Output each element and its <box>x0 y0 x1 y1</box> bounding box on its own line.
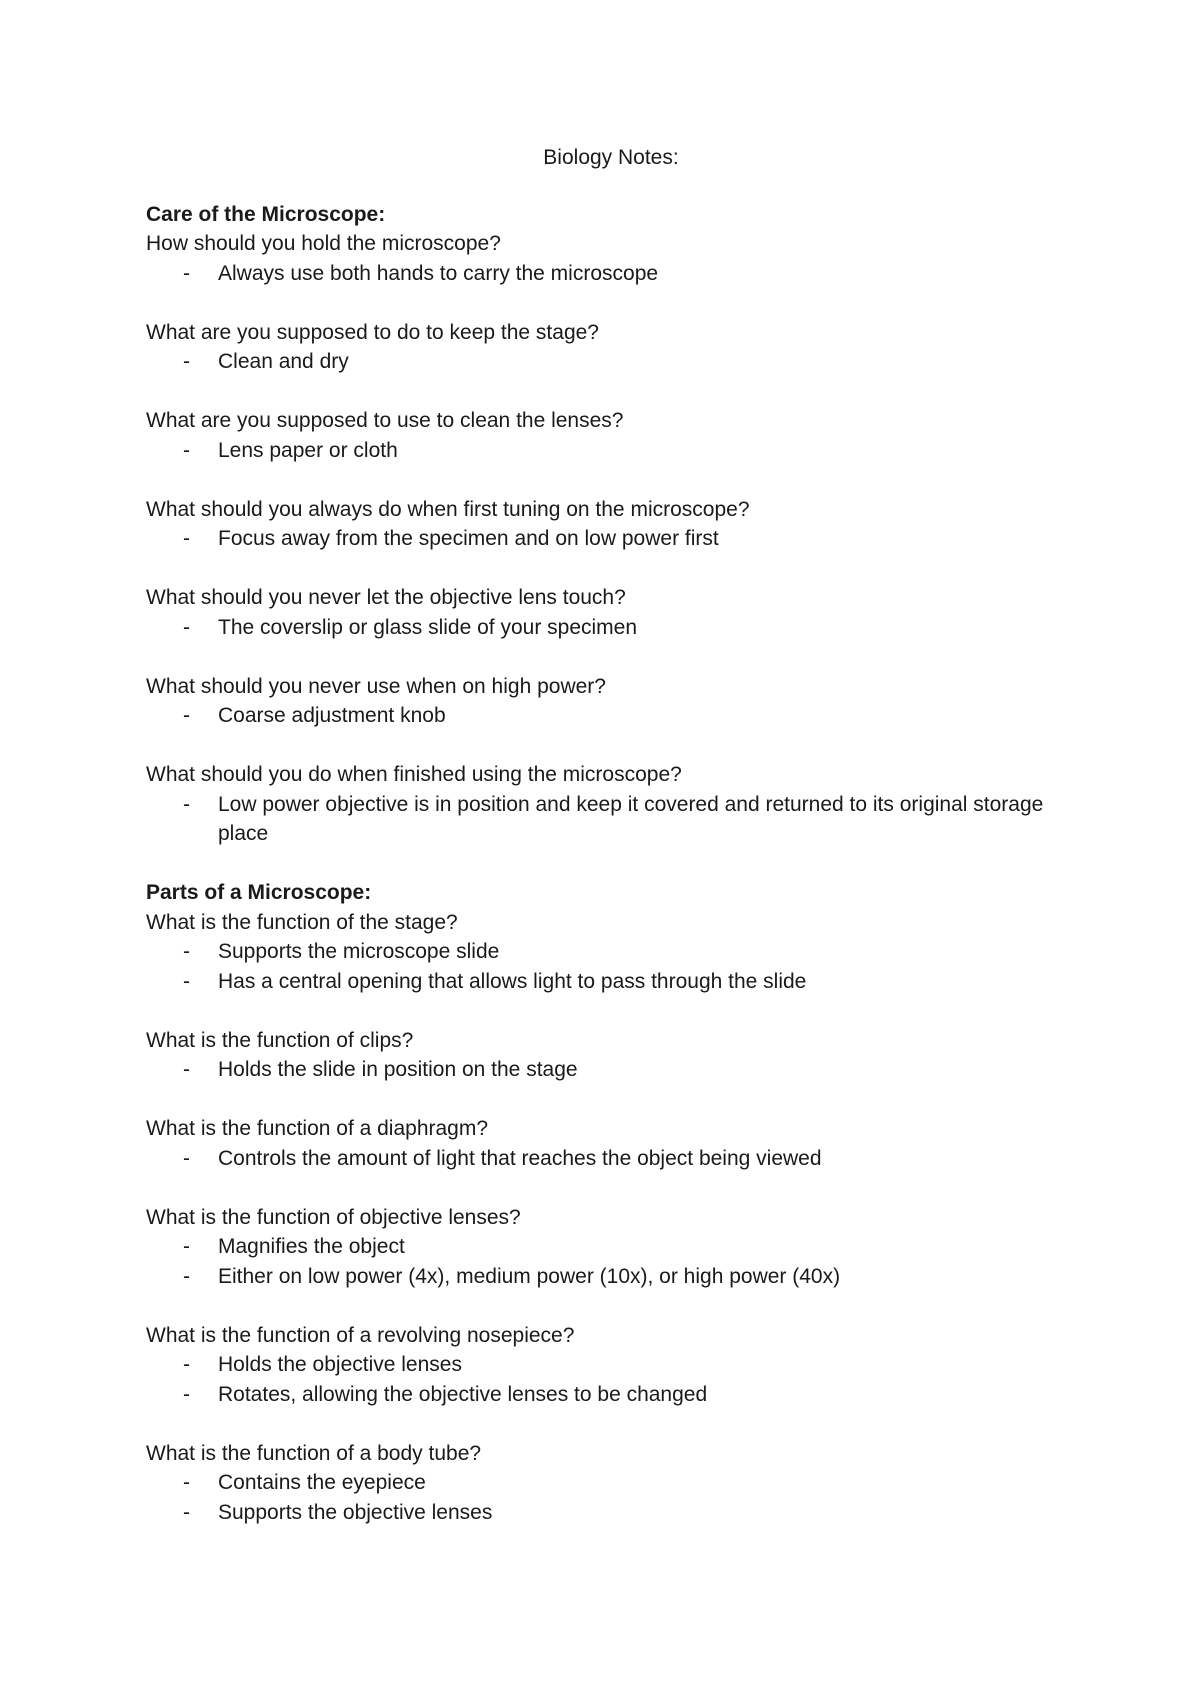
answer-text: Controls the amount of light that reaches the object being viewed <box>218 1146 822 1170</box>
qa-item <box>146 583 1076 642</box>
answer-text: Clean and dry <box>218 350 349 373</box>
answer-list <box>146 790 1076 849</box>
answer-text: Supports the microscope slide <box>218 940 500 963</box>
question: What should you never use when on high power? <box>146 674 606 698</box>
answer-list <box>146 1055 1076 1085</box>
question: What is the function of the stage? <box>146 910 458 934</box>
question: What is the function of clips? <box>146 1028 414 1052</box>
question: What should you always do when first tuning on the microscope? <box>146 497 750 521</box>
answer-text: Either on low power (4x), medium power (10x), or high power (40x) <box>218 1264 841 1288</box>
dash-bullet-icon: - <box>183 940 190 963</box>
answer-text: Coarse adjustment knob <box>218 704 446 727</box>
dash-bullet-icon: - <box>183 969 190 993</box>
qa-item <box>146 672 1076 731</box>
answer-item <box>146 1380 1076 1410</box>
answer-text: Magnifies the object <box>218 1235 405 1258</box>
qa-item <box>146 1203 1076 1292</box>
answer-text: The coverslip or glass slide of your specimen <box>218 615 638 639</box>
qa-item <box>146 318 1076 377</box>
answer-item <box>146 436 1076 466</box>
dash-bullet-icon: - <box>183 1471 190 1494</box>
answer-item <box>146 937 1076 967</box>
qa-item <box>146 1114 1076 1173</box>
qa-item <box>146 1321 1076 1410</box>
answer-list <box>146 701 1076 731</box>
answer-text: Supports the objective lenses <box>218 1500 493 1524</box>
question: How should you hold the microscope? <box>146 232 501 255</box>
answer-text: Contains the eyepiece <box>218 1471 426 1494</box>
answer-item <box>146 259 1076 289</box>
answer-list <box>146 259 1076 289</box>
dash-bullet-icon: - <box>183 1353 190 1376</box>
answer-item <box>146 613 1076 643</box>
question: What is the function of a revolving nosepiece? <box>146 1323 575 1347</box>
answer-item <box>146 1232 1076 1262</box>
answer-item <box>146 967 1076 997</box>
dash-bullet-icon: - <box>183 704 190 727</box>
section-1 <box>146 200 1076 849</box>
question: What are you supposed to use to clean the lenses? <box>146 409 624 432</box>
dash-bullet-icon: - <box>183 527 190 550</box>
question: What is the function of a diaphragm? <box>146 1117 489 1140</box>
answer-item <box>146 1262 1076 1292</box>
dash-bullet-icon: - <box>183 1058 190 1081</box>
answer-text: Focus away from the specimen and on low power first <box>218 527 719 550</box>
qa-item <box>146 229 1076 288</box>
answer-item <box>146 1350 1076 1380</box>
answer-list <box>146 1144 1076 1174</box>
dash-bullet-icon: - <box>183 1264 190 1288</box>
answer-item <box>146 347 1076 377</box>
qa-item <box>146 1439 1076 1528</box>
qa-item <box>146 495 1076 554</box>
question: What is the function of a body tube? <box>146 1441 482 1465</box>
question: What is the function of objective lenses? <box>146 1205 521 1229</box>
document-page <box>146 143 1076 1557</box>
answer-item <box>146 1468 1076 1498</box>
question: What should you do when finished using the microscope? <box>146 763 682 786</box>
dash-bullet-icon: - <box>183 1146 190 1170</box>
answer-list <box>146 1350 1076 1409</box>
answer-item <box>146 1055 1076 1085</box>
question: What are you supposed to do to keep the stage? <box>146 320 599 344</box>
document-title: Biology Notes: <box>543 146 679 169</box>
answer-text: Holds the objective lenses <box>218 1353 462 1376</box>
section-2 <box>146 878 1076 1527</box>
dash-bullet-icon: - <box>183 1382 190 1406</box>
dash-bullet-icon: - <box>183 438 190 462</box>
section-heading: Parts of a Microscope: <box>146 881 372 904</box>
answer-item <box>146 1144 1076 1174</box>
answer-text: Has a central opening that allows light to pass through the slide <box>218 969 807 993</box>
qa-item <box>146 760 1076 849</box>
answer-item <box>146 1498 1076 1528</box>
document-body <box>146 200 1076 1528</box>
answer-list <box>146 1468 1076 1527</box>
dash-bullet-icon: - <box>183 1500 190 1524</box>
question: What should you never let the objective lens touch? <box>146 586 626 609</box>
qa-item <box>146 1026 1076 1085</box>
answer-list <box>146 937 1076 996</box>
answer-text: Always use both hands to carry the microscope <box>218 261 659 285</box>
answer-text: Rotates, allowing the objective lenses to be changed <box>218 1382 708 1406</box>
dash-bullet-icon: - <box>183 1235 190 1258</box>
answer-item <box>146 524 1076 554</box>
qa-item <box>146 406 1076 465</box>
answer-text: Lens paper or cloth <box>218 438 398 462</box>
qa-item <box>146 908 1076 997</box>
answer-list <box>146 1232 1076 1291</box>
answer-item <box>146 701 1076 731</box>
dash-bullet-icon: - <box>183 350 190 373</box>
answer-text: Low power objective is in position and keep it covered and returned to its original storage place <box>218 792 1044 845</box>
answer-list <box>146 524 1076 554</box>
answer-list <box>146 436 1076 466</box>
dash-bullet-icon: - <box>183 261 190 285</box>
dash-bullet-icon: - <box>183 792 190 816</box>
section-heading: Care of the Microscope: <box>146 202 386 226</box>
answer-list <box>146 613 1076 643</box>
answer-list <box>146 347 1076 377</box>
dash-bullet-icon: - <box>183 615 190 639</box>
answer-item <box>146 790 1076 849</box>
answer-text: Holds the slide in position on the stage <box>218 1058 578 1081</box>
